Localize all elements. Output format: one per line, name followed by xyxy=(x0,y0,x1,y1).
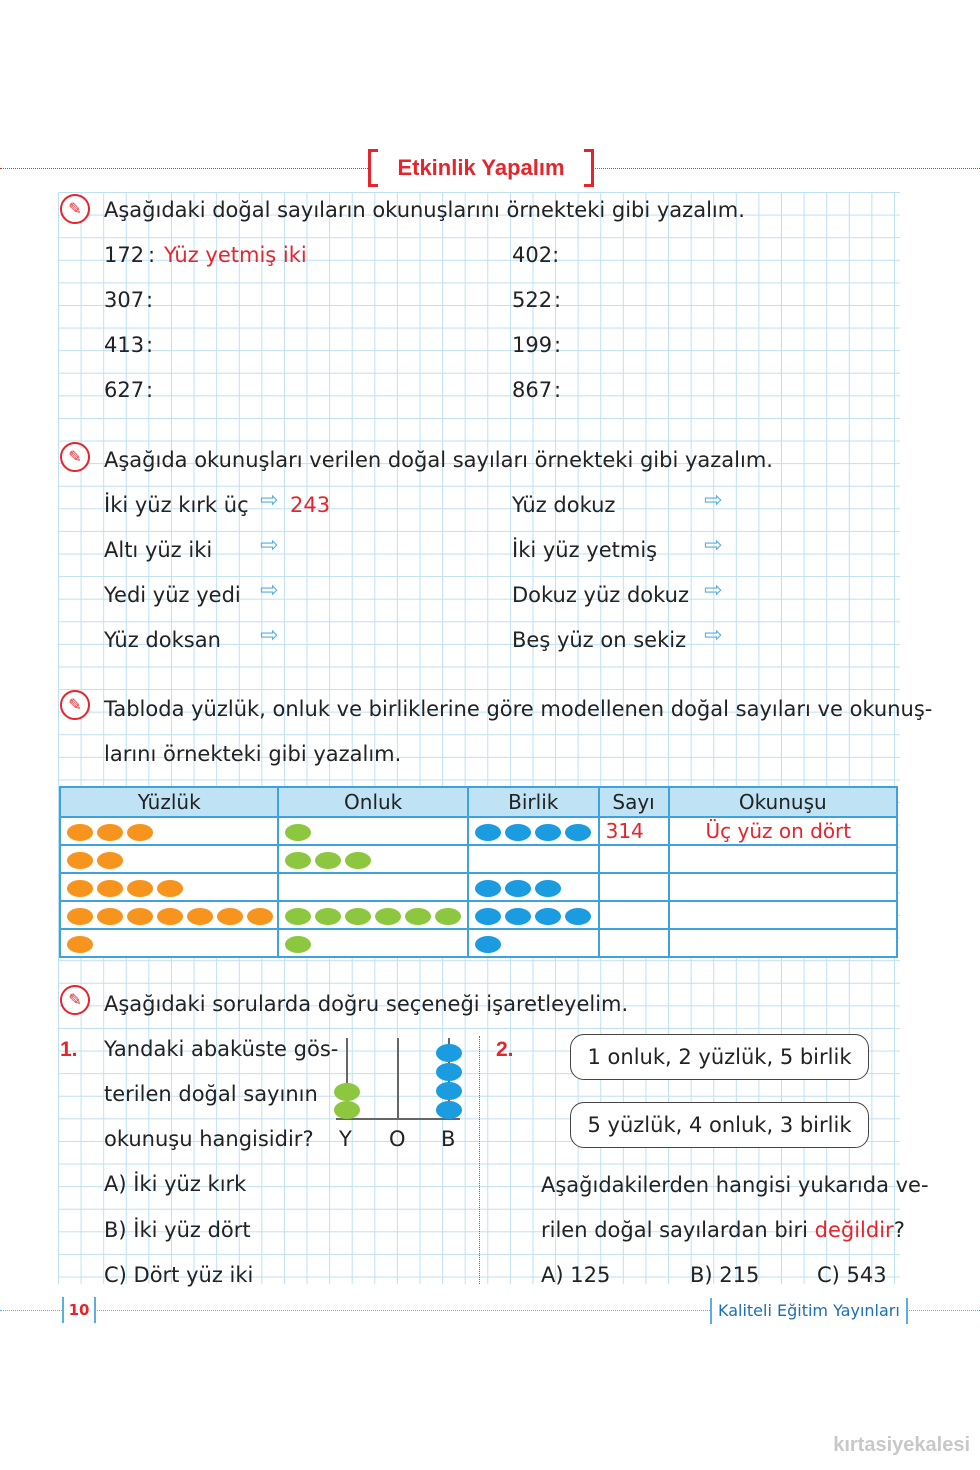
tens-dot xyxy=(285,852,311,869)
q2-option-a[interactable]: A) 125 xyxy=(541,1263,611,1287)
s1-item-label: 867 xyxy=(512,378,553,402)
number-cell[interactable] xyxy=(599,845,669,873)
column-header-tens: Onluk xyxy=(278,787,468,817)
s2-item-text: Beş yüz on sekiz xyxy=(512,628,687,652)
hundreds-dot xyxy=(127,908,153,925)
hundreds-dot xyxy=(157,880,183,897)
table-row xyxy=(60,873,897,901)
s2-item-text: İki yüz yetmiş xyxy=(512,538,658,562)
hundreds-cell xyxy=(60,817,278,845)
ones-dot xyxy=(535,908,561,925)
tens-dot xyxy=(345,908,371,925)
tens-dot xyxy=(285,936,311,953)
ones-dot xyxy=(505,880,531,897)
s1-item-sep: : xyxy=(146,333,154,357)
hundreds-dot xyxy=(97,880,123,897)
number-description-box: 1 onluk, 2 yüzlük, 5 birlik xyxy=(570,1034,869,1080)
ones-dot xyxy=(475,880,501,897)
s1-item-label: 307 xyxy=(104,288,145,312)
ones-cell xyxy=(468,817,599,845)
q2-option-c[interactable]: C) 543 xyxy=(817,1263,887,1287)
number-description-box: 5 yüzlük, 4 onluk, 3 birlik xyxy=(570,1102,869,1148)
ones-cell xyxy=(468,845,599,873)
reading-cell[interactable]: Üç yüz on dört xyxy=(669,817,898,845)
tens-cell xyxy=(278,929,468,957)
q2-text-line2-start: rilen doğal sayılardan biri xyxy=(541,1218,815,1242)
hundreds-cell xyxy=(60,873,278,901)
q2-text-line2 xyxy=(541,1218,905,1242)
tens-cell xyxy=(278,901,468,929)
q2-text-line2-end: ? xyxy=(893,1218,905,1242)
s2-item-text: Dokuz yüz dokuz xyxy=(512,583,690,607)
s2-item-answer: 243 xyxy=(290,493,331,517)
s2-item-text: Altı yüz iki xyxy=(104,538,213,562)
abacus-bead xyxy=(436,1063,462,1081)
q1-text-line1: Yandaki abaküste gös- xyxy=(104,1037,339,1061)
arrow-right-icon: ⇨ xyxy=(260,578,279,603)
ones-cell xyxy=(468,873,599,901)
section3-instruction-line1: Tabloda yüzlük, onluk ve birliklerine göre modellenen doğal sayıları ve okunuş- xyxy=(104,697,933,721)
table-row xyxy=(60,845,897,873)
hundreds-dot xyxy=(67,852,93,869)
tens-dot xyxy=(285,908,311,925)
hundreds-dot xyxy=(97,852,123,869)
hundreds-cell xyxy=(60,901,278,929)
ones-dot xyxy=(505,908,531,925)
column-header-ones: Birlik xyxy=(468,787,599,817)
s1-item-sep: : xyxy=(148,243,156,267)
s2-item-text: İki yüz kırk üç xyxy=(104,493,249,517)
ones-dot xyxy=(565,824,591,841)
s1-item-sep: : xyxy=(554,378,562,402)
q1-option-c[interactable]: C) Dört yüz iki xyxy=(104,1263,254,1287)
s1-item-sep: : xyxy=(554,333,562,357)
pencil-icon: ✎ xyxy=(60,690,90,720)
page-title: Etkinlik Yapalım xyxy=(368,150,594,186)
hundreds-cell xyxy=(60,845,278,873)
arrow-right-icon: ⇨ xyxy=(704,578,723,603)
abacus-base xyxy=(336,1118,460,1120)
reading-cell[interactable] xyxy=(669,873,898,901)
table-row xyxy=(60,817,897,845)
q1-option-b[interactable]: B) İki yüz dört xyxy=(104,1218,251,1242)
abacus-label-o: O xyxy=(389,1127,406,1151)
s1-item-sep: : xyxy=(146,378,154,402)
s1-item-answer: Yüz yetmiş iki xyxy=(164,243,307,267)
abacus-label-b: B xyxy=(441,1127,456,1151)
watermark: kırtasiyekalesi xyxy=(833,1434,970,1456)
hundreds-dot xyxy=(97,908,123,925)
ones-cell xyxy=(468,901,599,929)
ones-dot xyxy=(475,824,501,841)
tens-dot xyxy=(375,908,401,925)
hundreds-dot xyxy=(157,908,183,925)
s2-item-text: Yedi yüz yedi xyxy=(104,583,241,607)
s1-item-sep: : xyxy=(554,288,562,312)
publisher-brand: Kaliteli Eğitim Yayınları xyxy=(710,1298,908,1324)
s1-item-label: 522 xyxy=(512,288,553,312)
s1-item-label: 627 xyxy=(104,378,145,402)
pencil-icon: ✎ xyxy=(60,194,90,224)
ones-dot xyxy=(565,908,591,925)
ones-dot xyxy=(535,880,561,897)
table-row xyxy=(60,929,897,957)
hundreds-dot xyxy=(187,908,213,925)
tens-cell xyxy=(278,873,468,901)
q1-option-a[interactable]: A) İki yüz kırk xyxy=(104,1172,247,1196)
table-header-row xyxy=(60,787,897,817)
s1-item-label: 402: xyxy=(512,243,560,267)
question-divider xyxy=(479,1036,480,1284)
abacus-bead xyxy=(436,1044,462,1062)
abacus-bead xyxy=(436,1082,462,1100)
reading-cell[interactable] xyxy=(669,901,898,929)
abacus-bead xyxy=(334,1101,360,1119)
number-cell[interactable]: 314 xyxy=(599,817,669,845)
hundreds-dot xyxy=(67,824,93,841)
arrow-right-icon: ⇨ xyxy=(704,533,723,558)
hundreds-dot xyxy=(127,880,153,897)
s1-item-label: 199 xyxy=(512,333,553,357)
arrow-right-icon: ⇨ xyxy=(260,623,279,648)
hundreds-dot xyxy=(97,824,123,841)
q2-emphasis: değildir xyxy=(814,1218,894,1242)
tens-dot xyxy=(345,852,371,869)
hundreds-dot xyxy=(217,908,243,925)
column-header-hundreds: Yüzlük xyxy=(60,787,278,817)
tens-dot xyxy=(285,824,311,841)
question-1-number: 1. xyxy=(60,1038,78,1061)
abacus-bead xyxy=(436,1101,462,1119)
abacus-bead xyxy=(334,1083,360,1101)
question-2-number: 2. xyxy=(496,1038,514,1061)
number-cell[interactable] xyxy=(599,901,669,929)
page-number: 10 xyxy=(62,1297,96,1323)
s1-item-label: 413 xyxy=(104,333,145,357)
column-header-number: Sayı xyxy=(599,787,669,817)
q1-text-line2: terilen doğal sayının xyxy=(104,1082,318,1106)
tens-dot xyxy=(405,908,431,925)
tens-dot xyxy=(435,908,461,925)
pencil-icon: ✎ xyxy=(60,442,90,472)
pencil-icon: ✎ xyxy=(60,985,90,1015)
hundreds-dot xyxy=(67,880,93,897)
section4-instruction: Aşağıdaki sorularda doğru seçeneği işaretleyelim. xyxy=(104,992,629,1016)
tens-cell xyxy=(278,817,468,845)
tens-cell xyxy=(278,845,468,873)
abacus-label-y: Y xyxy=(339,1127,352,1151)
arrow-right-icon: ⇨ xyxy=(260,488,279,513)
hundreds-dot xyxy=(127,824,153,841)
arrow-right-icon: ⇨ xyxy=(704,623,723,648)
q2-text-line1: Aşağıdakilerden hangisi yukarıda ve- xyxy=(541,1173,929,1197)
s1-item-label: 172 xyxy=(104,243,145,267)
tens-dot xyxy=(315,852,341,869)
column-header-reading: Okunuşu xyxy=(669,787,898,817)
s2-item-text: Yüz doksan xyxy=(104,628,221,652)
abacus-rod-o xyxy=(397,1038,399,1120)
place-value-table xyxy=(59,786,898,958)
hundreds-dot xyxy=(67,936,93,953)
number-cell[interactable] xyxy=(599,929,669,957)
table-row xyxy=(60,901,897,929)
tens-dot xyxy=(315,908,341,925)
s1-item-sep: : xyxy=(146,288,154,312)
arrow-right-icon: ⇨ xyxy=(260,533,279,558)
ones-dot xyxy=(535,824,561,841)
hundreds-cell xyxy=(60,929,278,957)
reading-cell[interactable] xyxy=(669,845,898,873)
ones-dot xyxy=(475,908,501,925)
q1-text-line3: okunuşu hangisidir? xyxy=(104,1127,314,1151)
ones-dot xyxy=(505,824,531,841)
ones-dot xyxy=(475,936,501,953)
ones-cell xyxy=(468,929,599,957)
reading-cell[interactable] xyxy=(669,929,898,957)
section3-instruction-line2: larını örnekteki gibi yazalım. xyxy=(104,742,402,766)
section1-instruction: Aşağıdaki doğal sayıların okunuşlarını örnekteki gibi yazalım. xyxy=(104,198,745,222)
number-cell[interactable] xyxy=(599,873,669,901)
hundreds-dot xyxy=(247,908,273,925)
q2-option-b[interactable]: B) 215 xyxy=(690,1263,760,1287)
arrow-right-icon: ⇨ xyxy=(704,488,723,513)
section2-instruction: Aşağıda okunuşları verilen doğal sayıları örnekteki gibi yazalım. xyxy=(104,448,773,472)
s2-item-text: Yüz dokuz xyxy=(512,493,616,517)
hundreds-dot xyxy=(67,908,93,925)
